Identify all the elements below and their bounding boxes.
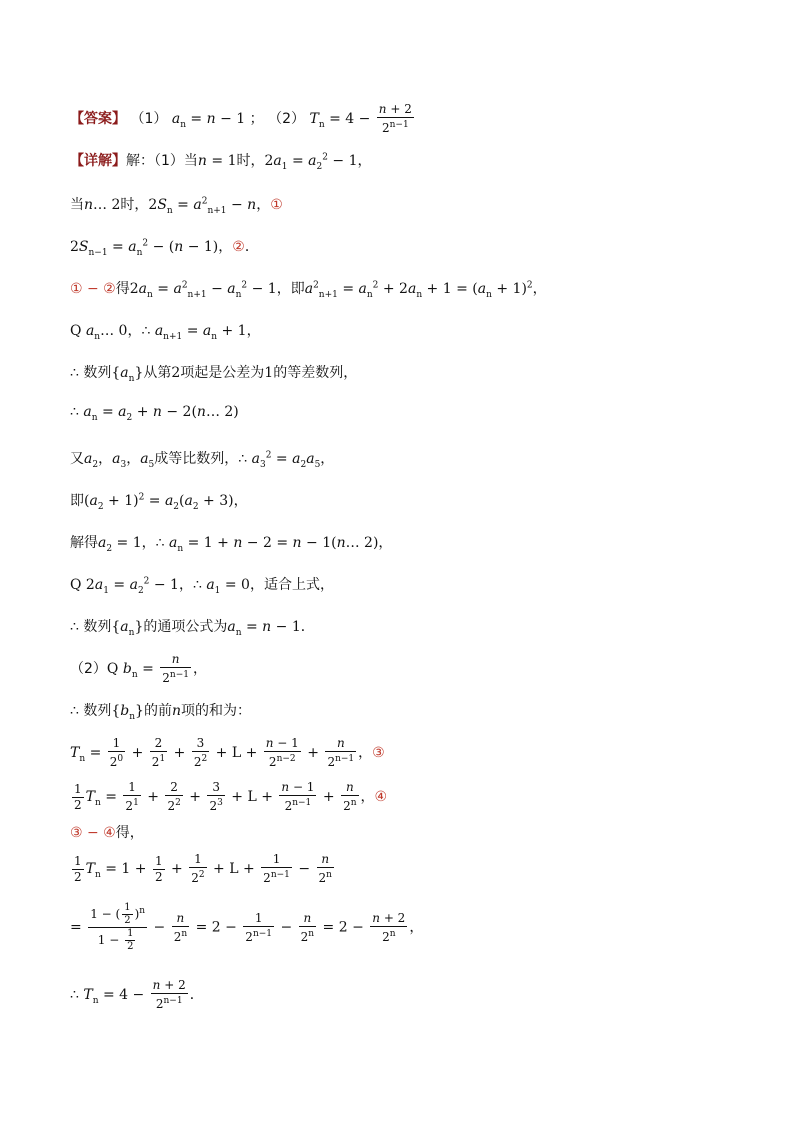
answer-line: [70, 102, 416, 136]
detail-line: 又$a_2$，$a_3$，$a_5$成等比数列，∴ $a_3^2 = a_2a_5$，: [70, 450, 335, 470]
answer-tag: 【答案】: [70, 111, 126, 127]
answer-part2-formula: $T_n = 4$ − $\frac{n + 2}{2^{n-1}}$: [309, 102, 412, 135]
detail-line: Q $a_n\dots$ 0，∴ $a_{n+1} = a_n + 1$，: [70, 323, 261, 342]
detail-line: ∴ 数列$\{a_n\}$从第2项起是公差为1的等差数列，: [70, 365, 358, 384]
answer-part1-formula: $a_n = n - 1$: [171, 111, 246, 130]
detail-line: $T_n$ = $\frac{1}{2^0}$ + $\frac{2}{2^1}$ + $\frac{3}{2^2}$ + L + $\frac{n - 1}{2^{n-2}}$ + $\frac{n}{2^{n-1}}$ ，③: [70, 736, 385, 769]
detail-line: 解得$a_2 = 1$，∴ $a_n = 1 + n - 2 = n$ − 1(n… 2)，: [70, 535, 393, 554]
detail-line: （2）Q $b_n$ = $\frac{n}{2^{n-1}}$ ，: [70, 652, 207, 685]
detail-line: ∴ 数列$\{b_n\}$的前n项的和为：: [70, 703, 251, 722]
detail-line: ③ − ④得，: [70, 825, 144, 841]
answer-part2-label: （2）: [268, 111, 306, 127]
detail-line: 当n… 2时，$2S_n = a^2_{n+1} - n$，①: [70, 196, 283, 216]
detail-line: $\frac{1}{2}$ $T_n = 1$ + $\frac{1}{2}$ + $\frac{1}{2^2}$ + L + $\frac{1}{2^{n-1}}$ − $\frac{n}{2^n}$: [74, 852, 332, 885]
answer-separator: ；: [249, 111, 264, 127]
detail-line: $2S_{n-1} = a_n^2 - (n - 1)$，②．: [70, 238, 259, 258]
detail-line: 即$(a_2 + 1)^2 = a_2(a_2 + 3)$，: [70, 492, 248, 512]
detail-line: ∴ $a_n = a_2 + n$ − 2(n… 2): [70, 404, 239, 423]
detail-line: ∴ $T_n = 4$ − $\frac{n + 2}{2^{n-1}}$ ．: [70, 978, 204, 1011]
answer-part1-label: （1）: [130, 111, 168, 127]
detail-line: Q $2a_1 = a_2^2 - 1$，∴ $a_1 = 0$，适合上式，: [70, 576, 334, 596]
detail-line: $\frac{1}{2}$ $T_n$ = $\frac{1}{2^1}$ + $\frac{2}{2^2}$ + $\frac{3}{2^3}$ + L + $\frac{n - 1}{2^{n-1}}$ + $\frac{n}{2^n}$ ，④: [74, 780, 388, 813]
detail-line: ∴ 数列$\{a_n\}$的通项公式为$a_n = n - 1$．: [70, 619, 315, 638]
detail-tag: 【详解】: [70, 153, 126, 169]
detail-line: ① − ②得$2a_n = a^2_{n+1} - a_n^2 - 1$，即$a^2_{n+1} = a_n^2 + 2a_n + 1 = (a_n + 1)^2$，: [70, 280, 547, 300]
detail-line: 【详解】解：（1）当n = 1时，$2a_1 = a_2^2 - 1$，: [70, 152, 372, 172]
detail-line: = 1 − ( $\frac{1}{2}$ )$^n$ 1 − $\frac{1}{2}$ − $\frac{n}{2^n}$ = 2 − $\frac{1}{2^{n-1}}$ − $\frac{n}{2^n}$ = 2 − $\frac{n + 2}{2^n}$ ，: [70, 902, 424, 952]
